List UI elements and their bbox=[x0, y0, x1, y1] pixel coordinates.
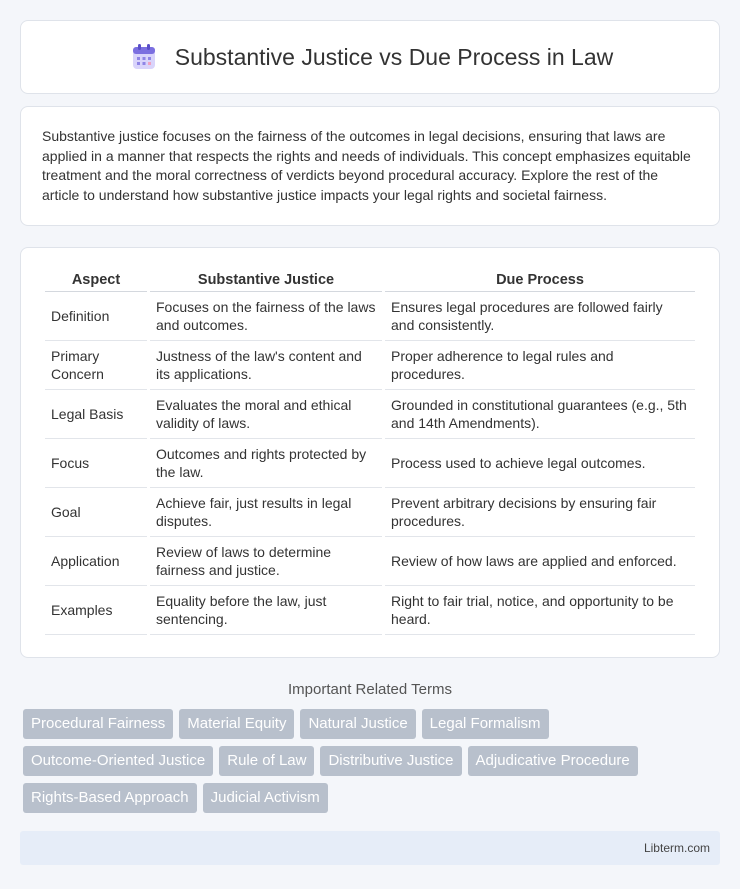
row-due-process: Ensures legal procedures are followed fairly and consistently. bbox=[385, 292, 695, 341]
table-row bbox=[45, 341, 695, 390]
table-row bbox=[45, 488, 695, 537]
row-due-process: Prevent arbitrary decisions by ensuring fair procedures. bbox=[385, 488, 695, 537]
row-due-process: Grounded in constitutional guarantees (e.g., 5th and 14th Amendments). bbox=[385, 390, 695, 439]
row-aspect: Goal bbox=[45, 488, 147, 537]
table-header-row bbox=[45, 268, 695, 292]
row-substantive: Equality before the law, just sentencing. bbox=[150, 586, 382, 635]
table-row bbox=[45, 537, 695, 586]
row-due-process: Right to fair trial, notice, and opportunity to be heard. bbox=[385, 586, 695, 635]
term-tag[interactable]: Outcome-Oriented Justice bbox=[23, 746, 213, 776]
row-substantive: Focuses on the fairness of the laws and outcomes. bbox=[150, 292, 382, 341]
related-terms-title: Important Related Terms bbox=[288, 681, 452, 698]
related-terms-list bbox=[20, 709, 720, 813]
header-due-process: Due Process bbox=[385, 268, 695, 292]
term-tag[interactable]: Judicial Activism bbox=[203, 783, 328, 813]
term-tag[interactable]: Natural Justice bbox=[300, 709, 415, 739]
row-substantive: Evaluates the moral and ethical validity of laws. bbox=[150, 390, 382, 439]
row-due-process: Review of how laws are applied and enforced. bbox=[385, 537, 695, 586]
page-title: Substantive Justice vs Due Process in Law bbox=[174, 43, 614, 70]
table-row bbox=[45, 586, 695, 635]
row-due-process: Process used to achieve legal outcomes. bbox=[385, 439, 695, 488]
footer bbox=[20, 831, 720, 865]
intro-text: Substantive justice focuses on the fairness of the outcomes in legal decisions, ensuring that laws are applied in a manner that respects the rights and needs of individuals. This concept emphasizes equitable treatment and the moral correctness of verdicts beyond procedural accuracy. Explore the rest of the article to understand how substantive justice impacts your legal rights and societal fairness. bbox=[42, 128, 691, 203]
calendar-icon bbox=[127, 40, 161, 74]
term-tag[interactable]: Legal Formalism bbox=[422, 709, 549, 739]
intro-card bbox=[20, 106, 720, 226]
term-tag[interactable]: Material Equity bbox=[179, 709, 294, 739]
row-aspect: Focus bbox=[45, 439, 147, 488]
comparison-table bbox=[42, 268, 698, 635]
row-aspect: Definition bbox=[45, 292, 147, 341]
header-card bbox=[20, 20, 720, 94]
row-aspect: Legal Basis bbox=[45, 390, 147, 439]
row-aspect: Examples bbox=[45, 586, 147, 635]
row-aspect: Application bbox=[45, 537, 147, 586]
term-tag[interactable]: Rights-Based Approach bbox=[23, 783, 197, 813]
footer-site-link[interactable]: Libterm.com bbox=[643, 841, 710, 855]
term-tag[interactable]: Procedural Fairness bbox=[23, 709, 173, 739]
term-tag[interactable]: Rule of Law bbox=[219, 746, 314, 776]
row-substantive: Achieve fair, just results in legal disputes. bbox=[150, 488, 382, 537]
row-substantive: Outcomes and rights protected by the law. bbox=[150, 439, 382, 488]
term-tag[interactable]: Adjudicative Procedure bbox=[468, 746, 638, 776]
row-aspect: Primary Concern bbox=[45, 341, 147, 390]
header-aspect: Aspect bbox=[45, 268, 147, 292]
row-due-process: Proper adherence to legal rules and procedures. bbox=[385, 341, 695, 390]
table-row bbox=[45, 292, 695, 341]
table-row bbox=[45, 390, 695, 439]
row-substantive: Review of laws to determine fairness and justice. bbox=[150, 537, 382, 586]
comparison-card bbox=[20, 247, 720, 658]
table-row bbox=[45, 439, 695, 488]
term-tag[interactable]: Distributive Justice bbox=[320, 746, 461, 776]
header-substantive-justice: Substantive Justice bbox=[150, 268, 382, 292]
row-substantive: Justness of the law's content and its applications. bbox=[150, 341, 382, 390]
